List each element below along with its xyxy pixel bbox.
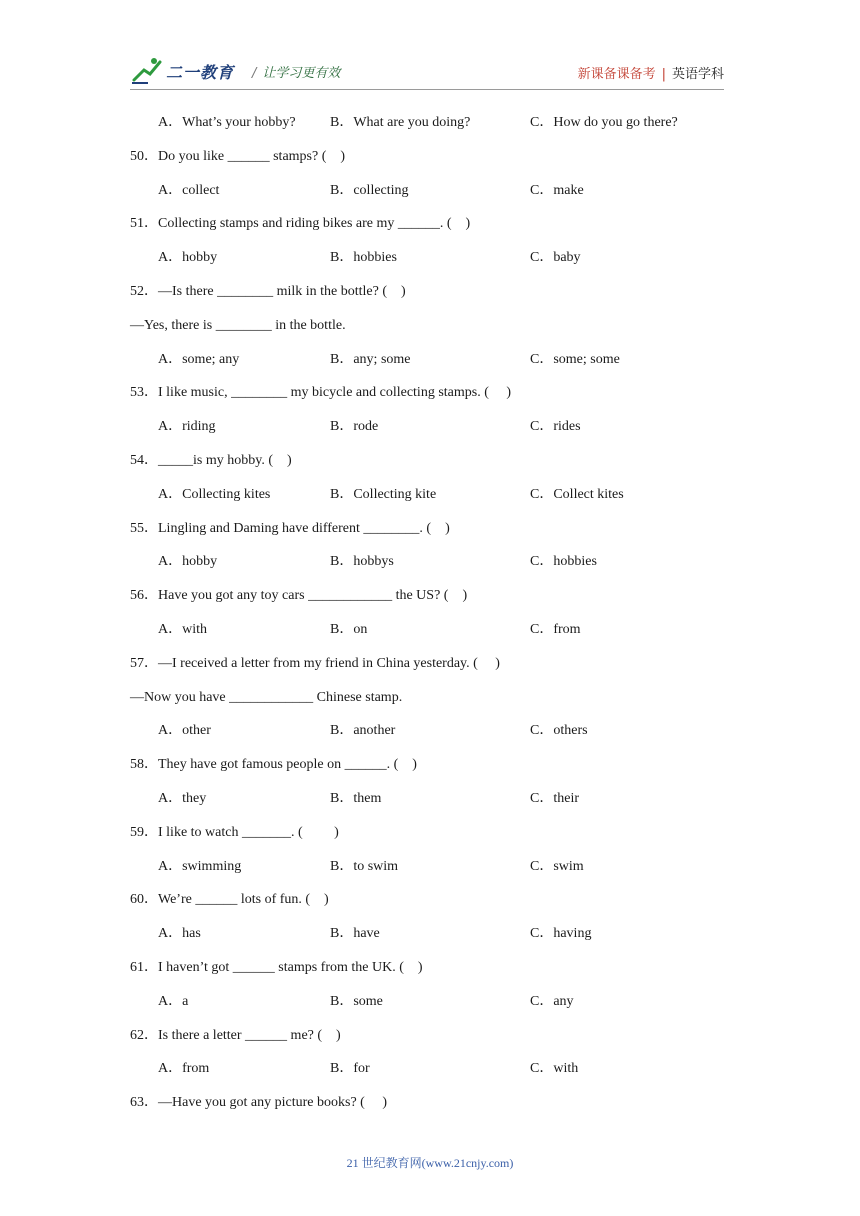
answer-option: B．them [330, 791, 382, 806]
page-footer: 21 世纪教育网(www.21cnjy.com) [346, 1156, 514, 1170]
answer-option: A．What’s your hobby? [158, 115, 296, 130]
answer-option: C．any [530, 994, 574, 1009]
logo [130, 56, 234, 86]
question-stem: 56．Have you got any toy cars ____________ the US? ( ) [130, 588, 468, 603]
answer-option: A．some; any [158, 352, 240, 367]
question-stem: 52．—Is there ________ milk in the bottle? ( ) [130, 284, 406, 299]
slogan-text: 让学习更有效 [262, 66, 341, 81]
answer-option: B．Collecting kite [330, 487, 437, 502]
answer-option: A．has [158, 926, 201, 941]
question-stem: 58．They have got famous people on ______. ( ) [130, 757, 417, 772]
question-stem: 59．I like to watch _______. ( ) [130, 825, 339, 840]
answer-option: A．collect [158, 183, 220, 198]
header-separator: | [661, 67, 666, 82]
answer-option: A．a [158, 994, 189, 1009]
answer-option: C．having [530, 926, 592, 941]
answer-option: B．any; some [330, 352, 411, 367]
header-course-label: 新课备课备考 [577, 67, 656, 82]
answer-option: B．to swim [330, 859, 399, 874]
answer-option: C．with [530, 1061, 579, 1076]
answer-option: B．rode [330, 419, 379, 434]
slogan: / 让学习更有效 [252, 66, 341, 81]
answer-option: A．swimming [158, 859, 242, 874]
question-stem: 57．—I received a letter from my friend in China yesterday. ( ) [130, 656, 500, 671]
answer-option: A．hobby [158, 250, 218, 265]
answer-option: B．some [330, 994, 383, 1009]
answer-option: A．hobby [158, 554, 218, 569]
answer-option: C．baby [530, 250, 581, 265]
answer-option: A．Collecting kites [158, 487, 271, 502]
answer-option: C．swim [530, 859, 584, 874]
page-header [130, 56, 724, 90]
question-stem: 51．Collecting stamps and riding bikes are my ______. ( ) [130, 216, 471, 231]
answer-option: C．hobbies [530, 554, 597, 569]
question-stem: 60．We’re ______ lots of fun. ( ) [130, 892, 329, 907]
answer-option: C．some; some [530, 352, 620, 367]
answer-option: A．they [158, 791, 207, 806]
question-stem: 50．Do you like ______ stamps? ( ) [130, 149, 346, 164]
answer-option: C．their [530, 791, 579, 806]
question-stem: 54．_____is my hobby. ( ) [130, 453, 292, 468]
question-stem: 62．Is there a letter ______ me? ( ) [130, 1028, 341, 1043]
answer-option: A．with [158, 622, 207, 637]
answer-option: B．another [330, 723, 396, 738]
answer-option: B．collecting [330, 183, 409, 198]
question-stem: 63．—Have you got any picture books? ( ) [130, 1095, 387, 1110]
answer-option: A．other [158, 723, 211, 738]
answer-option: C．How do you go there? [530, 115, 678, 130]
runner-logo-icon [130, 56, 164, 86]
question-stem: 55．Lingling and Daming have different ________. ( ) [130, 521, 450, 536]
header-divider [130, 89, 724, 90]
answer-option: C．from [530, 622, 581, 637]
question-stem: 53．I like music, ________ my bicycle and collecting stamps. ( ) [130, 385, 512, 400]
answer-option: C．rides [530, 419, 581, 434]
answer-option: C．Collect kites [530, 487, 624, 502]
question-response-line: —Yes, there is ________ in the bottle. [130, 318, 346, 333]
answer-option: B．What are you doing? [330, 115, 471, 130]
answer-option: B．for [330, 1061, 370, 1076]
answer-option: A．from [158, 1061, 210, 1076]
answer-option: B．on [330, 622, 368, 637]
answer-option: B．hobbys [330, 554, 394, 569]
answer-option: B．have [330, 926, 380, 941]
answer-option: C．others [530, 723, 588, 738]
answer-option: A．riding [158, 419, 216, 434]
answer-option: C．make [530, 183, 584, 198]
answer-option: B．hobbies [330, 250, 397, 265]
logo-text: 二一教育 [166, 62, 235, 82]
header-right [578, 63, 724, 82]
question-response-line: —Now you have ____________ Chinese stamp. [130, 690, 403, 705]
question-stem: 61．I haven’t got ______ stamps from the UK. ( ) [130, 960, 423, 975]
header-subject-label: 英语学科 [671, 67, 724, 82]
